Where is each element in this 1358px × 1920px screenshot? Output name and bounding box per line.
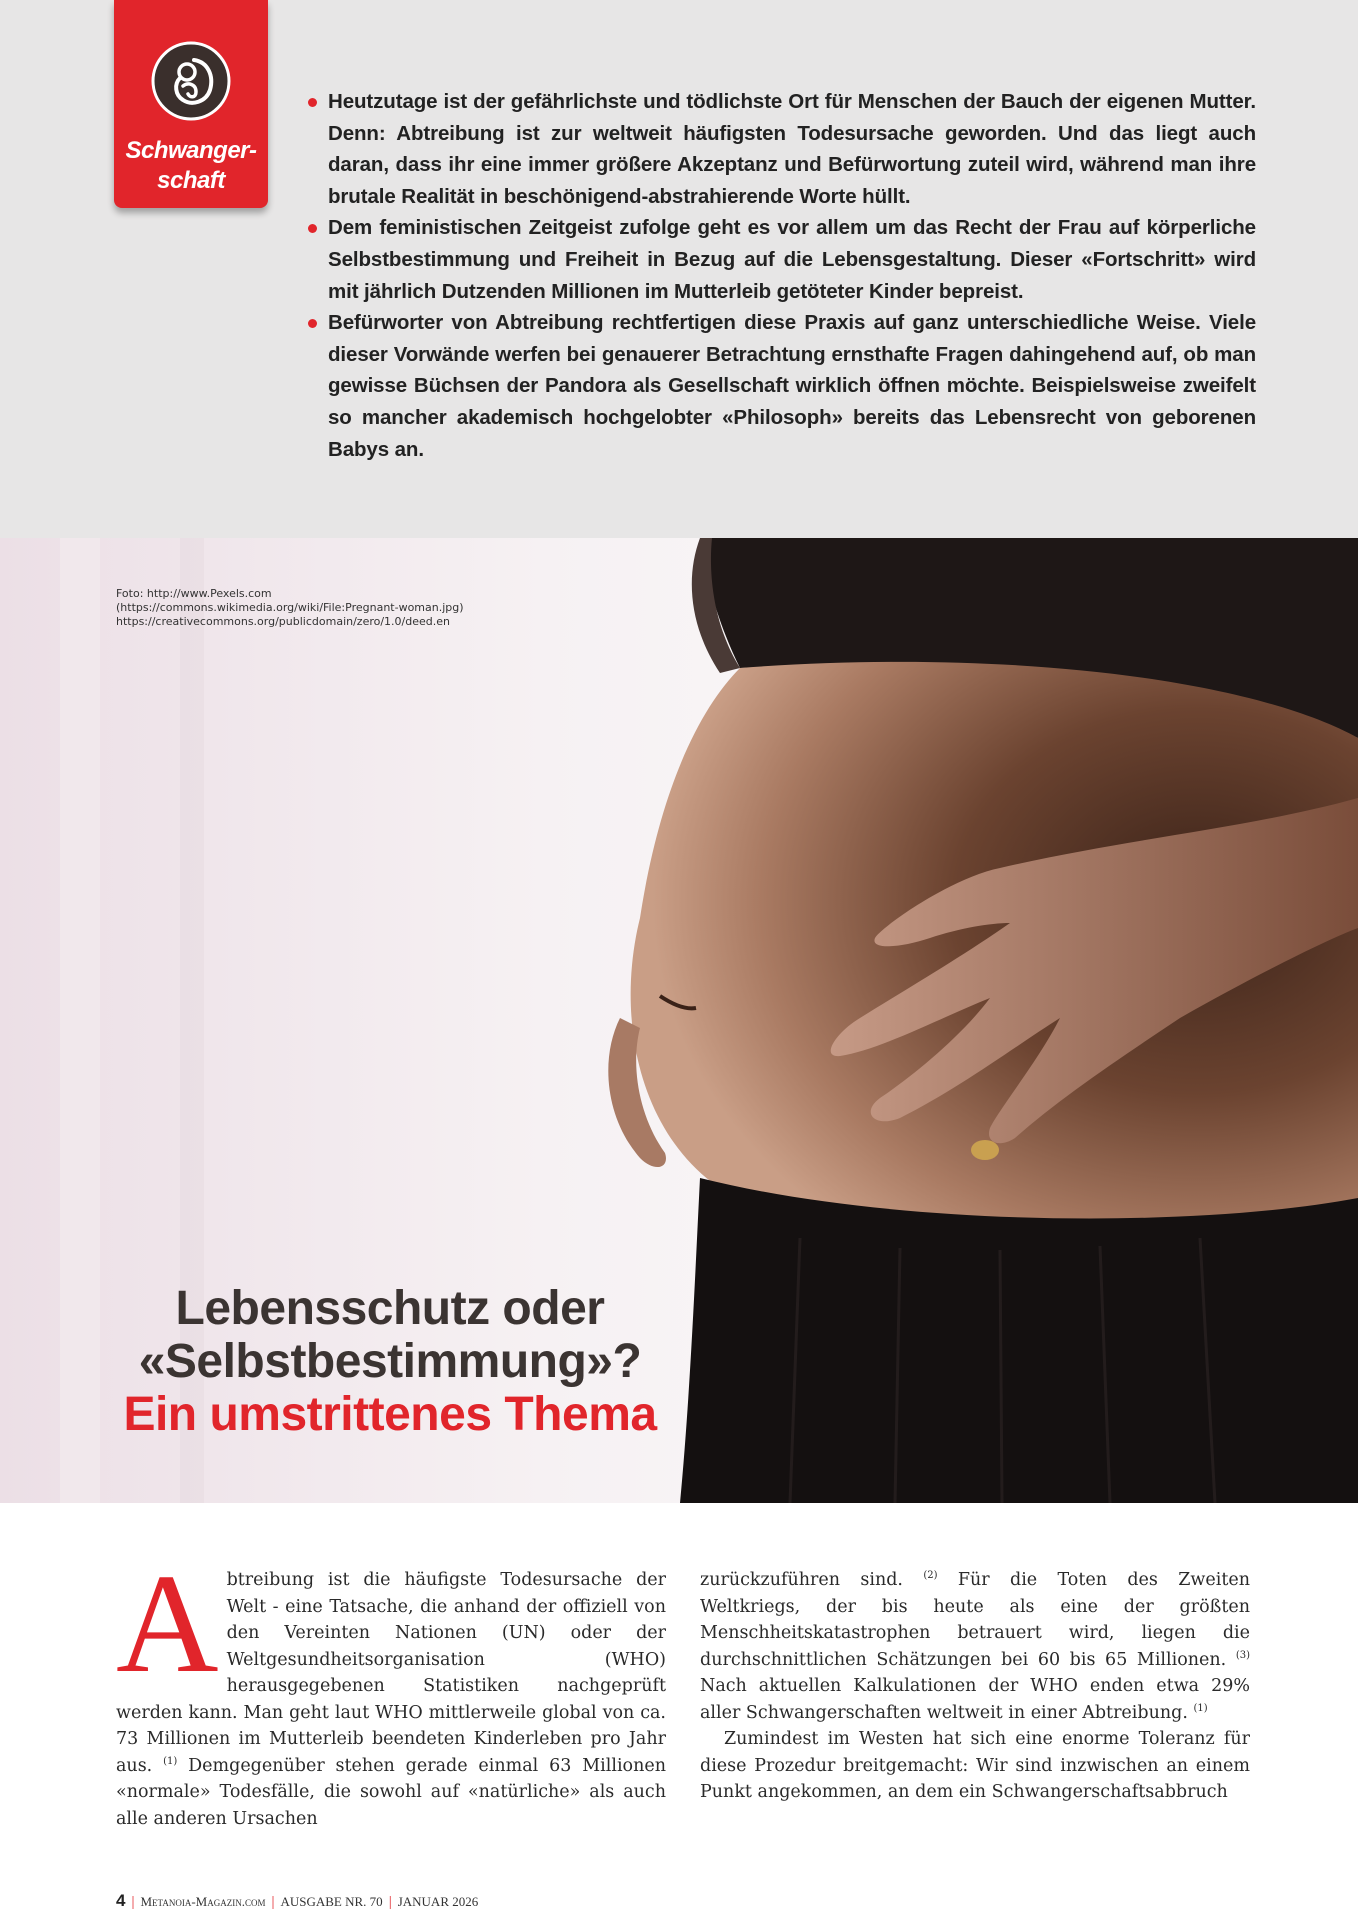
summary-bullet-list	[308, 86, 1256, 465]
article-headline	[60, 1282, 720, 1441]
footer-separator: |	[388, 1894, 392, 1910]
bullet-dot-icon	[308, 224, 317, 233]
article-text: Zumindest im Westen hat sich eine enorme Toleranz für diese Prozedur breitgemacht: Wir sind inzwischen an einem Punkt angekommen, an dem ein Schwangerschaftsabbruch	[700, 1729, 1250, 1802]
page-number: 4	[116, 1891, 126, 1910]
footnote-ref: (3)	[1235, 1649, 1250, 1661]
article-text: btreibung ist die häufigste Todesursache der Welt - eine Tatsache, die anhand der offiziell von den Vereinten Nationen (UN) oder der Weltgesundheitsorganisation (WHO) herausgegebenen Statistiken nachgeprüft werden kann. Man geht laut WHO mittlerweile global von ca. 73 Millionen im Mutterleib beendeten Kinderleben pro Jahr aus.	[116, 1570, 666, 1776]
issue-date: JANUAR 2026	[397, 1894, 479, 1909]
summary-bullet	[308, 307, 1256, 465]
rubric-tab	[114, 0, 268, 208]
rubric-label	[114, 136, 268, 196]
footer-separator: |	[271, 1894, 275, 1910]
photo-credit-line: (https://commons.wikimedia.org/wiki/File:Pregnant-woman.jpg)	[116, 601, 464, 614]
article-text: zurückzuführen sind.	[700, 1570, 903, 1590]
photo-credit	[116, 587, 464, 629]
page-footer	[116, 1891, 478, 1911]
article-column-1	[116, 1544, 666, 1832]
footer-separator: |	[131, 1894, 135, 1910]
footnote-ref: (1)	[1193, 1702, 1208, 1714]
article-column-2	[700, 1567, 1250, 1806]
photo-credit-line: https://creativecommons.org/publicdomain/zero/1.0/deed.en	[116, 615, 450, 628]
bullet-dot-icon	[308, 98, 317, 107]
rubric-label-line2: schaft	[157, 167, 225, 194]
fetus-icon	[150, 40, 232, 122]
summary-box	[0, 0, 1358, 538]
summary-bullet-text: Dem feministischen Zeitgeist zufolge geht es vor allem um das Recht der Frau auf körperliche Selbstbestimmung und Freiheit in Bezug auf die Lebensgestaltung. Dieser «Fortschritt» wird mit jährlich Dutzenden Millionen im Mutterleib getöteter Kinder bepreist.	[328, 216, 1256, 303]
footnote-ref: (1)	[163, 1755, 178, 1767]
photo-credit-line: Foto: http://www.Pexels.com	[116, 587, 272, 600]
footnote-ref: (2)	[923, 1570, 938, 1582]
article-text: Demgegenüber stehen gerade einmal 63 Millionen «normale» Todesfälle, die sowohl auf «natürliche» als auch alle anderen Ursachen	[116, 1755, 666, 1829]
article-text: Nach aktuellen Kalkulationen der WHO enden etwa 29% aller Schwangerschaften weltweit in einer Abtreibung.	[700, 1676, 1250, 1723]
rubric-label-line1: Schwanger-	[125, 137, 257, 164]
issue-number: AUSGABE NR. 70	[280, 1894, 383, 1909]
headline-line1: Lebensschutz oder	[175, 1282, 605, 1335]
bullet-dot-icon	[308, 319, 317, 328]
summary-bullet	[308, 212, 1256, 307]
summary-bullet	[308, 86, 1256, 212]
article-paragraph	[700, 1726, 1250, 1806]
summary-bullet-text: Befürworter von Abtreibung rechtfertigen diese Praxis auf ganz unterschiedliche Weise. Viele dieser Vorwände werfen bei genauerer Betrachtung ernsthafte Fragen dahingehend auf, ob man gewisse Büchsen der Pandora als Gesellschaft wirklich öffnen möchte. Beispielsweise zweifelt so mancher akademisch hochgelobter «Philosoph» bereits das Lebensrecht von geborenen Babys an.	[328, 311, 1256, 461]
article-text: Für die Toten des Zweiten Weltkriegs, der bis heute als eine der größten Menschheitskatastrophen betrauert wird, liegen die durchschnittlichen Schätzungen bei 60 bis 65 Millionen.	[700, 1570, 1250, 1670]
article-paragraph	[116, 1544, 666, 1832]
headline-line2: «Selbstbestimmung»?	[138, 1335, 642, 1388]
article-paragraph	[700, 1567, 1250, 1726]
magazine-name: Metanoia-Magazin.com	[140, 1894, 266, 1909]
drop-cap: A	[116, 1544, 219, 1702]
summary-bullet-text: Heutzutage ist der gefährlichste und tödlichste Ort für Menschen der Bauch der eigenen Mutter. Denn: Abtreibung ist zur weltweit häufigsten Todesursache geworden. Und das liegt auch daran, dass ihr eine immer größere Akzeptanz und Befürwortung zuteil wird, während man ihre brutale Realität in beschönigend-abstrahierende Worte hüllt.	[328, 90, 1256, 208]
headline-subtitle: Ein umstrittenes Thema	[123, 1388, 657, 1441]
